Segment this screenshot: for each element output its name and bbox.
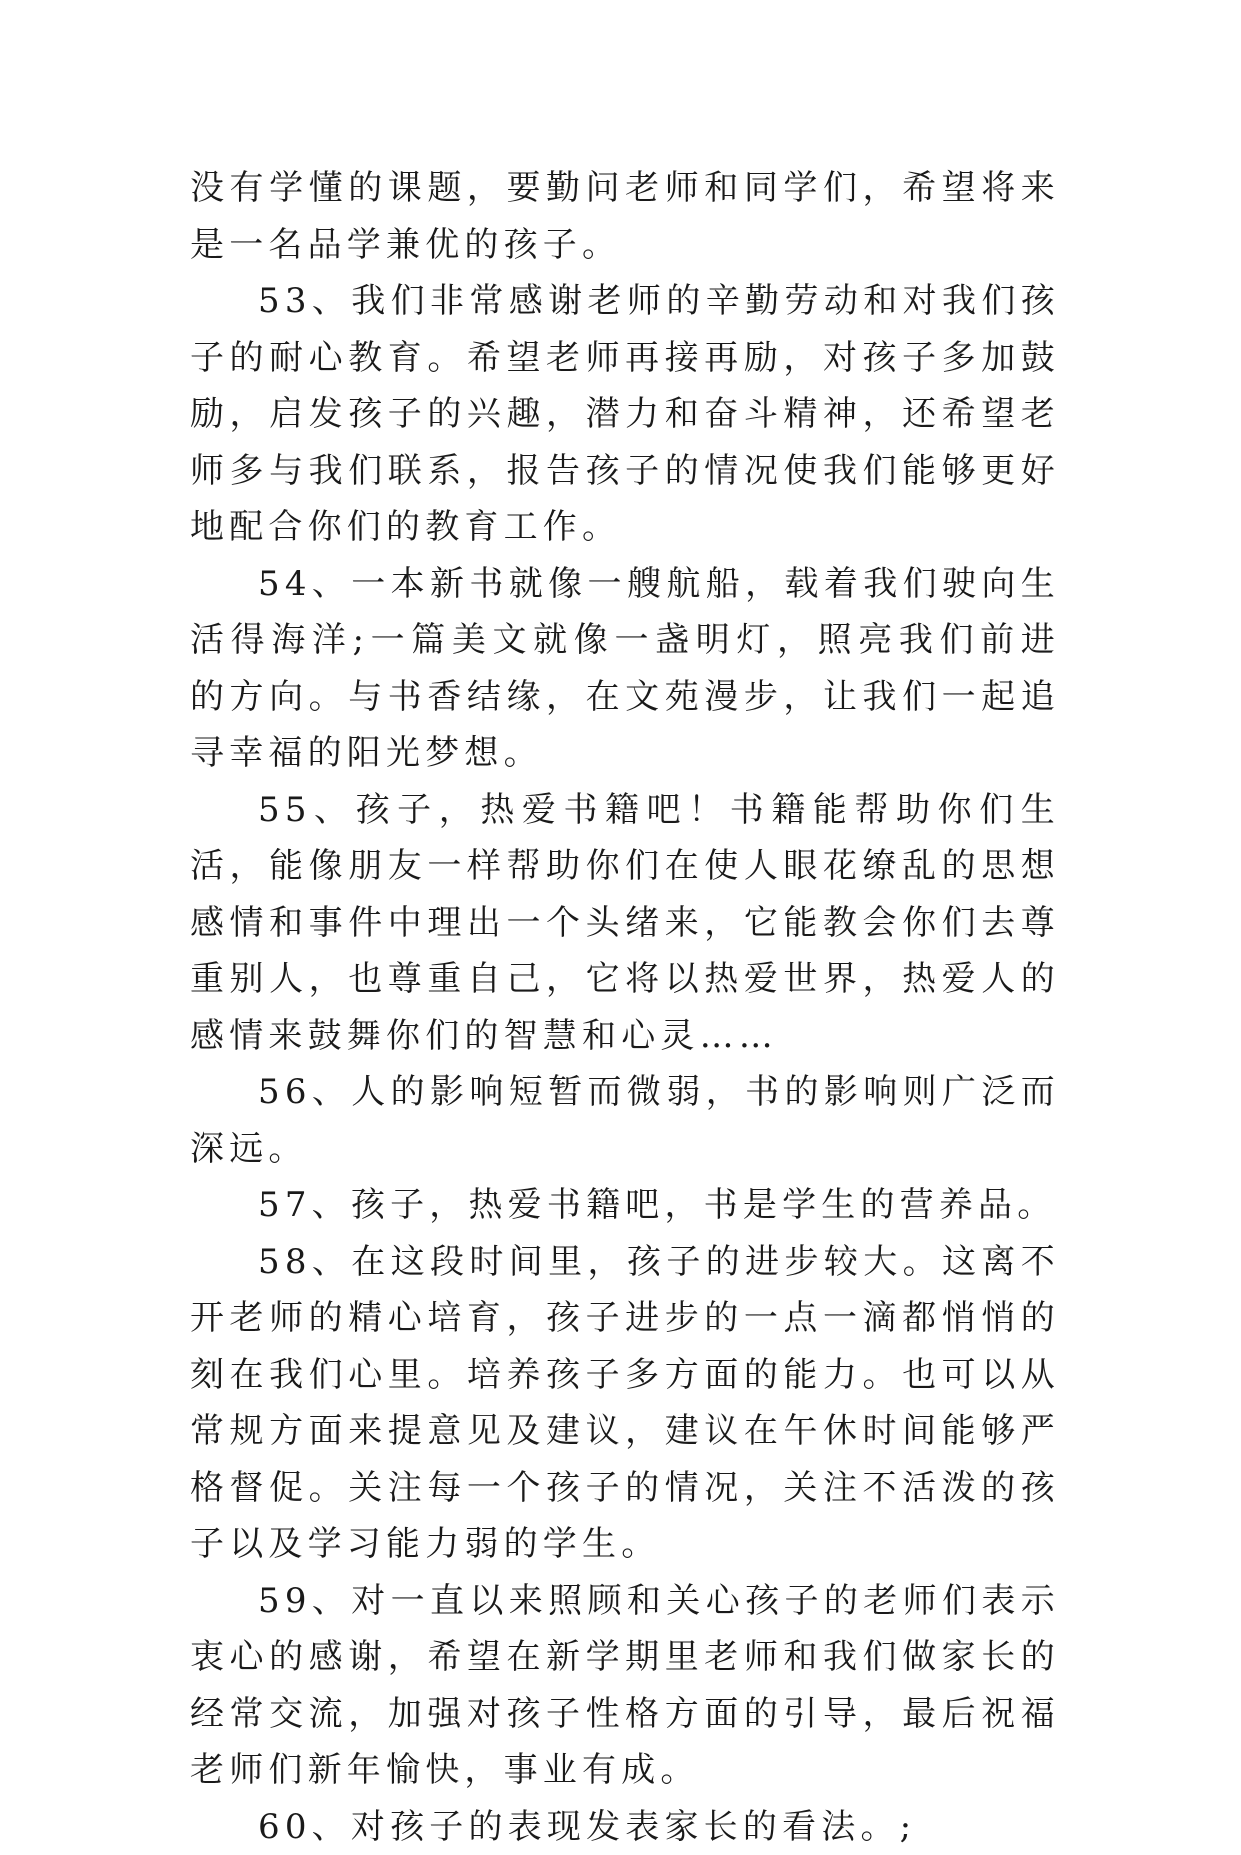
paragraph-60: 60、对孩子的表现发表家长的看法。; <box>190 1799 1060 1855</box>
paragraph-continuation: 没有学懂的课题，要勤问老师和同学们，希望将来是一名品学兼优的孩子。 <box>190 160 1060 273</box>
paragraph-56: 56、人的影响短暂而微弱，书的影响则广泛而深远。 <box>190 1064 1060 1177</box>
paragraph-58: 58、在这段时间里，孩子的进步较大。这离不开老师的精心培育，孩子进步的一点一滴都悄悄的刻在我们心里。培养孩子多方面的能力。也可以从常规方面来提意见及建议，建议在午休时间能够严格督促。关注每一个孩子的情况，关注不活泼的孩子以及学习能力弱的学生。 <box>190 1234 1060 1573</box>
document-body <box>190 160 1060 1855</box>
paragraph-57: 57、孩子，热爱书籍吧，书是学生的营养品。 <box>190 1177 1060 1234</box>
paragraph-53: 53、我们非常感谢老师的辛勤劳动和对我们孩子的耐心教育。希望老师再接再励，对孩子多加鼓励，启发孩子的兴趣，潜力和奋斗精神，还希望老师多与我们联系，报告孩子的情况使我们能够更好地配合你们的教育工作。 <box>190 273 1060 556</box>
paragraph-59: 59、对一直以来照顾和关心孩子的老师们表示衷心的感谢，希望在新学期里老师和我们做家长的经常交流，加强对孩子性格方面的引导，最后祝福老师们新年愉快，事业有成。 <box>190 1573 1060 1799</box>
paragraph-55: 55、孩子，热爱书籍吧！书籍能帮助你们生活，能像朋友一样帮助你们在使人眼花缭乱的思想感情和事件中理出一个头绪来，它能教会你们去尊重别人，也尊重自己，它将以热爱世界，热爱人的感情来鼓舞你们的智慧和心灵…… <box>190 782 1060 1065</box>
paragraph-54: 54、一本新书就像一艘航船，载着我们驶向生活得海洋;一篇美文就像一盏明灯，照亮我们前进的方向。与书香结缘，在文苑漫步，让我们一起追寻幸福的阳光梦想。 <box>190 556 1060 782</box>
